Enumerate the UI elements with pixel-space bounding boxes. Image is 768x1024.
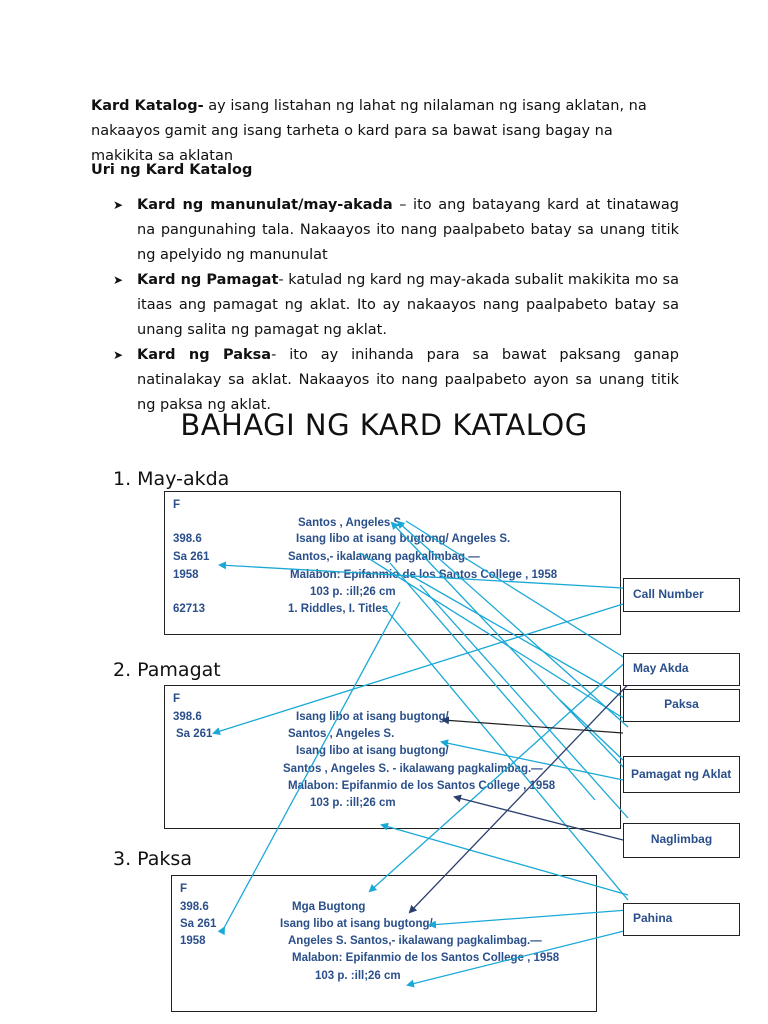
- card-line: 398.6: [173, 533, 202, 545]
- card-line: Angeles S. Santos,- ikalawang pagkalimbag.—: [288, 935, 542, 947]
- card-line: Santos , Angeles S. - ikalawang pagkalimbag.—: [283, 763, 543, 775]
- card-line: 103 p. :ill;26 cm: [315, 970, 401, 982]
- arrow-bullet-icon: ➤: [113, 273, 124, 287]
- intro-term: Kard Katalog-: [91, 98, 204, 114]
- label-text: Naglimbag: [650, 832, 713, 846]
- card-line: Santos,- ikalawang pagkalimbag.—: [288, 551, 480, 563]
- arrow-may-akda: [443, 720, 623, 733]
- card-line: 398.6: [180, 901, 209, 913]
- type-term: Kard ng manunulat/may-akada: [137, 197, 393, 213]
- intro-definition: ay isang listahan ng lahat ng nilalaman ng isang aklatan, na nakaayos gamit ang isang tarheta o kard para sa bawat isang bagay na makikita sa aklatan: [91, 98, 647, 164]
- label-text: Paksa: [664, 697, 699, 711]
- card-line: 103 p. :ill;26 cm: [310, 797, 396, 809]
- type-term: Kard ng Paksa: [137, 347, 272, 363]
- label-text: Call Number: [633, 587, 704, 601]
- arrow-cross-2: [224, 602, 400, 928]
- type-desc: - katulad ng kard ng may-akada subalit makikita mo sa itaas ang pamagat ng aklat. Ito ay nakaayos nang paalpabeto batay sa unang salita ng pamagat ng aklat.: [137, 272, 679, 338]
- card-line: Sa 261: [173, 551, 210, 563]
- card-line: Sa 261: [176, 728, 213, 740]
- card-line: Isang libo at isang bugtong/: [296, 745, 449, 757]
- label-may-akda: [623, 653, 740, 686]
- arrow-pamagat-1: [442, 742, 623, 780]
- label-pahina: [623, 903, 740, 936]
- card-line: F: [173, 499, 181, 511]
- arrow-naglimbag: [455, 797, 623, 840]
- label-call-number: [623, 578, 740, 612]
- type-desc: - ito ay inihanda para sa bawat paksang ganap natinalakay sa aklat. Nakaayos ito nang paalpabeto ayon sa unang titik ng paksa ng aklat.: [137, 347, 679, 413]
- label-paksa: [623, 689, 740, 722]
- card-line: 1958: [173, 569, 199, 581]
- arrow-paksa-8: [430, 910, 628, 925]
- section-pamagat: 2. Pamagat: [113, 659, 221, 681]
- label-text: Pamagat ng Aklat: [631, 767, 732, 781]
- main-title: BAHAGI NG KARD KATALOG: [180, 408, 588, 442]
- card-line: Malabon: Epifanmio de los Santos College , 1958: [288, 780, 556, 792]
- arrow-paksa-4: [360, 553, 623, 718]
- types-heading: Uri ng Kard Katalog: [91, 162, 253, 178]
- card-line: 1958: [180, 935, 206, 947]
- label-text: May Akda: [633, 661, 689, 675]
- card-line: Santos , Angeles S.: [288, 728, 395, 740]
- card-line: Malabon: Epifanmio de los Santos College , 1958: [290, 569, 558, 581]
- arrow-paksa-3: [406, 521, 628, 660]
- arrow-pamagat-2: [560, 700, 623, 760]
- card-line: 398.6: [173, 711, 202, 723]
- card-line: 62713: [173, 603, 205, 615]
- label-text: Pahina: [633, 911, 673, 925]
- label-naglimbag: [623, 823, 740, 858]
- arrow-pahina-1: [408, 930, 628, 985]
- card-line: Mga Bugtong: [292, 901, 366, 913]
- card-line: Sa 261: [180, 918, 217, 930]
- card-line: 103 p. :ill;26 cm: [310, 586, 396, 598]
- card-line: F: [173, 693, 181, 705]
- card-line: Malabon: Epifanmio de los Santos College , 1958: [292, 952, 560, 964]
- arrow-call-number-1: [220, 565, 623, 588]
- arrow-paksa-1: [398, 522, 628, 727]
- section-may-akda: 1. May-akda: [113, 468, 230, 490]
- arrow-paksa-7: [382, 825, 628, 895]
- type-desc: – ito ang batayang kard at tinatawag na pangunahing tala. Nakaayos ito nang paalpabeto batay sa unang titik ng apelyido ng manunulat: [137, 197, 680, 263]
- card-line: Santos , Angeles S.: [298, 517, 405, 529]
- arrow-bullet-icon: ➤: [113, 348, 124, 362]
- card-line: Isang libo at isang bugtong/: [296, 711, 449, 723]
- arrow-paksa-6: [384, 607, 628, 900]
- label-pamagat: [623, 756, 740, 793]
- arrow-cross-1: [410, 575, 628, 700]
- section-paksa: 3. Paksa: [113, 848, 192, 870]
- card-line: Isang libo at isang bugtong/: [280, 918, 433, 930]
- type-term: Kard ng Pamagat: [137, 272, 279, 288]
- arrow-bullet-icon: ➤: [113, 198, 124, 212]
- card-line: F: [180, 883, 188, 895]
- card-line: 1. Riddles, I. Titles: [288, 603, 389, 615]
- card-line: Isang libo at isang bugtong/ Angeles S.: [296, 533, 511, 545]
